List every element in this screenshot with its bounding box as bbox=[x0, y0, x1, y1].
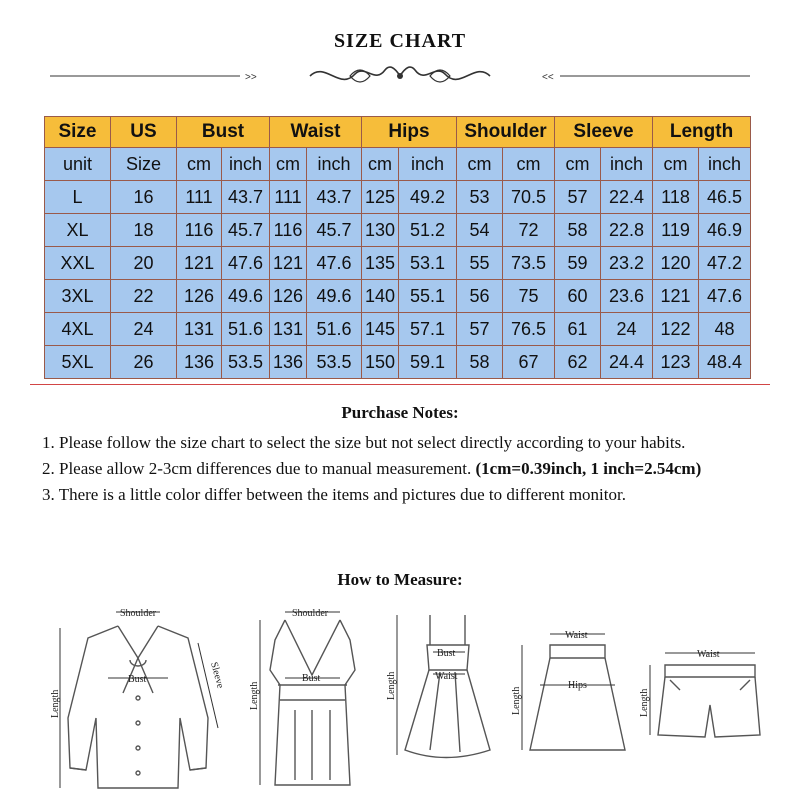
header-cell: Size bbox=[45, 117, 111, 148]
value-cell: 57.1 bbox=[399, 313, 457, 346]
value-cell: 116 bbox=[270, 214, 307, 247]
bust-label: Bust bbox=[128, 674, 147, 685]
blouse-measure-sketch bbox=[48, 598, 228, 798]
value-cell: 118 bbox=[653, 181, 699, 214]
value-cell: 47.6 bbox=[222, 247, 270, 280]
value-cell: 136 bbox=[177, 346, 222, 379]
value-cell: 130 bbox=[362, 214, 399, 247]
value-cell: 45.7 bbox=[222, 214, 270, 247]
bust-label: Bust bbox=[437, 648, 456, 659]
value-cell: 62 bbox=[555, 346, 601, 379]
length-label: Length bbox=[511, 686, 522, 715]
value-cell: 24 bbox=[601, 313, 653, 346]
value-cell: 131 bbox=[177, 313, 222, 346]
unit-cell: cm bbox=[555, 148, 601, 181]
size-cell: L bbox=[45, 181, 111, 214]
value-cell: 135 bbox=[362, 247, 399, 280]
value-cell: 45.7 bbox=[307, 214, 362, 247]
value-cell: 46.5 bbox=[699, 181, 751, 214]
value-cell: 43.7 bbox=[222, 181, 270, 214]
value-cell: 23.6 bbox=[601, 280, 653, 313]
value-cell: 75 bbox=[503, 280, 555, 313]
table-row bbox=[45, 313, 751, 346]
shoulder-label: Shoulder bbox=[120, 608, 157, 619]
length-label: Length bbox=[386, 671, 397, 700]
table-row bbox=[45, 346, 751, 379]
note-item-2 bbox=[42, 456, 772, 482]
value-cell: 70.5 bbox=[503, 181, 555, 214]
value-cell: 126 bbox=[177, 280, 222, 313]
section-divider bbox=[30, 384, 770, 385]
value-cell: 16 bbox=[111, 181, 177, 214]
value-cell: 116 bbox=[177, 214, 222, 247]
value-cell: 59.1 bbox=[399, 346, 457, 379]
header-cell: US bbox=[111, 117, 177, 148]
note-item-3: 3. There is a little color differ between the items and pictures due to different monitor. bbox=[42, 485, 626, 504]
sleeve-label: Sleeve bbox=[208, 660, 226, 690]
unit-cell: inch bbox=[307, 148, 362, 181]
value-cell: 24.4 bbox=[601, 346, 653, 379]
value-cell: 51.2 bbox=[399, 214, 457, 247]
unit-cell: inch bbox=[699, 148, 751, 181]
bust-label: Bust bbox=[302, 673, 321, 684]
value-cell: 121 bbox=[653, 280, 699, 313]
value-cell: 43.7 bbox=[307, 181, 362, 214]
shoulder-label: Shoulder bbox=[292, 608, 329, 619]
svg-text:<<: << bbox=[542, 72, 554, 83]
value-cell: 131 bbox=[270, 313, 307, 346]
unit-cell: inch bbox=[601, 148, 653, 181]
value-cell: 76.5 bbox=[503, 313, 555, 346]
value-cell: 136 bbox=[270, 346, 307, 379]
size-cell: 5XL bbox=[45, 346, 111, 379]
value-cell: 111 bbox=[177, 181, 222, 214]
size-cell: 3XL bbox=[45, 280, 111, 313]
table-row bbox=[45, 214, 751, 247]
value-cell: 121 bbox=[177, 247, 222, 280]
value-cell: 111 bbox=[270, 181, 307, 214]
value-cell: 48 bbox=[699, 313, 751, 346]
value-cell: 54 bbox=[457, 214, 503, 247]
value-cell: 60 bbox=[555, 280, 601, 313]
value-cell: 122 bbox=[653, 313, 699, 346]
header-cell: Length bbox=[653, 117, 751, 148]
ornament-divider bbox=[50, 56, 750, 96]
skirt-measure-sketch bbox=[510, 620, 635, 795]
value-cell: 51.6 bbox=[222, 313, 270, 346]
unit-cell: cm bbox=[503, 148, 555, 181]
value-cell: 23.2 bbox=[601, 247, 653, 280]
value-cell: 58 bbox=[555, 214, 601, 247]
purchase-notes bbox=[42, 430, 772, 508]
length-label: Length bbox=[640, 688, 650, 717]
size-cell: 4XL bbox=[45, 313, 111, 346]
table-row bbox=[45, 280, 751, 313]
dress-measure-sketch bbox=[385, 600, 505, 795]
value-cell: 59 bbox=[555, 247, 601, 280]
note-item-2-conversion: (1cm=0.39inch, 1 inch=2.54cm) bbox=[475, 459, 702, 478]
hips-label: Hips bbox=[568, 680, 587, 691]
value-cell: 123 bbox=[653, 346, 699, 379]
value-cell: 20 bbox=[111, 247, 177, 280]
value-cell: 22 bbox=[111, 280, 177, 313]
value-cell: 61 bbox=[555, 313, 601, 346]
value-cell: 119 bbox=[653, 214, 699, 247]
value-cell: 72 bbox=[503, 214, 555, 247]
value-cell: 145 bbox=[362, 313, 399, 346]
header-cell: Bust bbox=[177, 117, 270, 148]
value-cell: 22.8 bbox=[601, 214, 653, 247]
value-cell: 67 bbox=[503, 346, 555, 379]
header-cell: Shoulder bbox=[457, 117, 555, 148]
value-cell: 57 bbox=[555, 181, 601, 214]
unit-cell: cm bbox=[362, 148, 399, 181]
page-title: SIZE CHART bbox=[333, 30, 467, 52]
unit-cell: cm bbox=[270, 148, 307, 181]
size-chart-table bbox=[44, 116, 751, 379]
shorts-measure-sketch bbox=[640, 635, 765, 745]
length-label: Length bbox=[249, 681, 260, 710]
value-cell: 47.6 bbox=[307, 247, 362, 280]
value-cell: 121 bbox=[270, 247, 307, 280]
value-cell: 22.4 bbox=[601, 181, 653, 214]
value-cell: 150 bbox=[362, 346, 399, 379]
waist-label: Waist bbox=[697, 649, 720, 660]
value-cell: 53.5 bbox=[222, 346, 270, 379]
value-cell: 120 bbox=[653, 247, 699, 280]
value-cell: 55 bbox=[457, 247, 503, 280]
unit-cell: inch bbox=[399, 148, 457, 181]
tank-top-measure-sketch bbox=[240, 600, 370, 795]
size-cell: XXL bbox=[45, 247, 111, 280]
value-cell: 53.1 bbox=[399, 247, 457, 280]
measure-title: How to Measure: bbox=[337, 570, 463, 589]
svg-text:>>: >> bbox=[245, 72, 257, 83]
table-header-row bbox=[45, 117, 751, 148]
value-cell: 53 bbox=[457, 181, 503, 214]
unit-cell: cm bbox=[177, 148, 222, 181]
table-units-row bbox=[45, 148, 751, 181]
value-cell: 49.2 bbox=[399, 181, 457, 214]
unit-cell: cm bbox=[457, 148, 503, 181]
value-cell: 58 bbox=[457, 346, 503, 379]
value-cell: 18 bbox=[111, 214, 177, 247]
waist-label: Waist bbox=[565, 630, 588, 641]
value-cell: 49.6 bbox=[307, 280, 362, 313]
unit-cell: unit bbox=[45, 148, 111, 181]
length-label: Length bbox=[50, 689, 61, 718]
value-cell: 26 bbox=[111, 346, 177, 379]
unit-cell: Size bbox=[111, 148, 177, 181]
header-cell: Sleeve bbox=[555, 117, 653, 148]
value-cell: 53.5 bbox=[307, 346, 362, 379]
value-cell: 73.5 bbox=[503, 247, 555, 280]
header-cell: Hips bbox=[362, 117, 457, 148]
note-item-2-text: 2. Please allow 2-3cm differences due to manual measurement. bbox=[42, 459, 472, 478]
value-cell: 47.6 bbox=[699, 280, 751, 313]
size-table-wrapper bbox=[44, 116, 748, 379]
value-cell: 140 bbox=[362, 280, 399, 313]
header-cell: Waist bbox=[270, 117, 362, 148]
value-cell: 24 bbox=[111, 313, 177, 346]
note-item-1: 1. Please follow the size chart to select the size but not select directly according to your habits. bbox=[42, 433, 686, 452]
value-cell: 48.4 bbox=[699, 346, 751, 379]
value-cell: 49.6 bbox=[222, 280, 270, 313]
table-row bbox=[45, 181, 751, 214]
value-cell: 56 bbox=[457, 280, 503, 313]
value-cell: 47.2 bbox=[699, 247, 751, 280]
value-cell: 125 bbox=[362, 181, 399, 214]
value-cell: 57 bbox=[457, 313, 503, 346]
size-cell: XL bbox=[45, 214, 111, 247]
value-cell: 51.6 bbox=[307, 313, 362, 346]
table-row bbox=[45, 247, 751, 280]
waist-label: Waist bbox=[435, 671, 458, 682]
unit-cell: inch bbox=[222, 148, 270, 181]
value-cell: 46.9 bbox=[699, 214, 751, 247]
value-cell: 126 bbox=[270, 280, 307, 313]
notes-title: Purchase Notes: bbox=[341, 403, 459, 422]
unit-cell: cm bbox=[653, 148, 699, 181]
value-cell: 55.1 bbox=[399, 280, 457, 313]
